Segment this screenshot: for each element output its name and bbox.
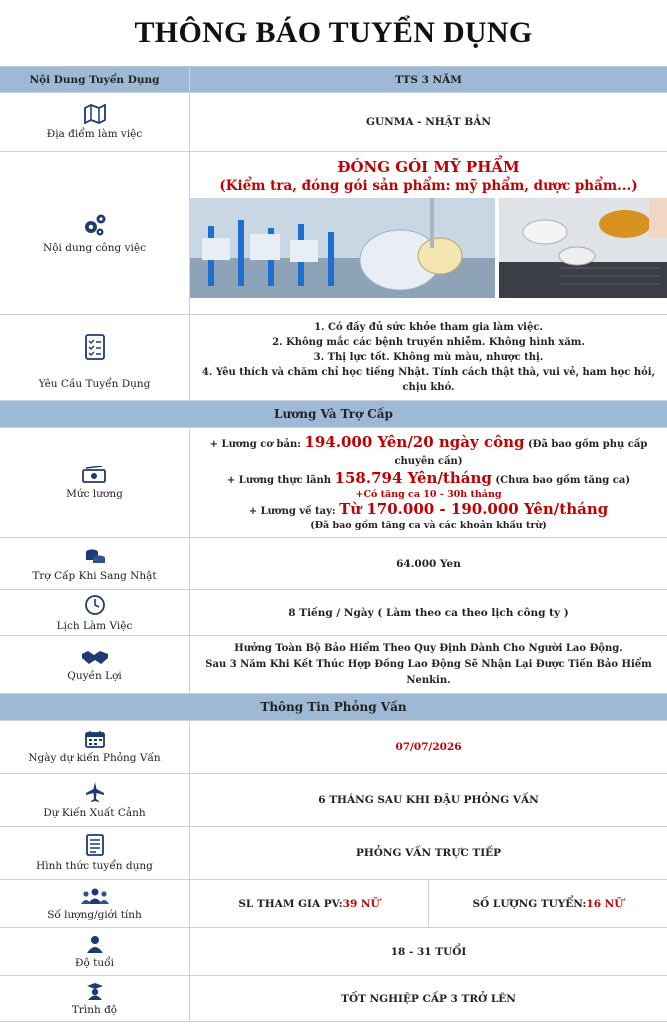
money-icon bbox=[82, 466, 108, 484]
job-photos bbox=[190, 198, 667, 298]
row-interview-date bbox=[0, 721, 667, 774]
quantity-hire-value: 16 NỮ bbox=[586, 897, 624, 910]
quantity-hire bbox=[429, 880, 667, 927]
header-value: TTS 3 NĂM bbox=[395, 73, 462, 86]
location-value: GUNMA - NHẬT BẢN bbox=[366, 116, 491, 128]
map-icon bbox=[84, 104, 106, 124]
calendar-icon bbox=[85, 730, 105, 748]
person-icon bbox=[86, 935, 104, 953]
schedule-value: 8 Tiếng / Ngày ( Làm theo ca theo lịch công ty ) bbox=[288, 606, 569, 619]
salary-home-line bbox=[249, 501, 608, 520]
salary-base-prefix: + Lương cơ bản: bbox=[209, 438, 305, 450]
departure-label: Dự Kiến Xuất Cảnh bbox=[43, 807, 146, 819]
page-title: THÔNG BÁO TUYỂN DỤNG bbox=[134, 16, 533, 49]
quantity-split bbox=[190, 880, 667, 927]
row-benefits bbox=[0, 636, 667, 694]
gears-icon bbox=[82, 212, 108, 238]
salary-base-note: (Đã bao gồm phụ cấp chuyên cần) bbox=[394, 438, 648, 467]
row-quantity bbox=[0, 880, 667, 928]
salary-base-value: 194.000 Yên/20 ngày công bbox=[304, 432, 525, 451]
education-value: TỐT NGHIỆP CẤP 3 TRỞ LÊN bbox=[341, 992, 516, 1005]
graduate-icon bbox=[86, 982, 104, 1000]
requirement-line: 1. Có đầy đủ sức khỏe tham gia làm việc. bbox=[314, 322, 543, 333]
row-schedule bbox=[0, 590, 667, 636]
allowance-label: Trợ Cấp Khi Sang Nhật bbox=[32, 569, 157, 582]
format-label: Hình thức tuyển dụng bbox=[36, 860, 153, 872]
salary-net-note: (Chưa bao gồm tăng ca) bbox=[491, 474, 631, 486]
section-interview-band: Thông Tin Phỏng Vấn bbox=[0, 694, 667, 721]
row-allowance bbox=[0, 538, 667, 590]
education-label: Trình độ bbox=[71, 1003, 118, 1016]
salary-net-line bbox=[227, 470, 630, 489]
requirement-line: 4. Yêu thích và chăm chỉ học tiếng Nhật. Tính cách thật thà, vui vẻ, ham học hỏi, chịu khó. bbox=[201, 367, 656, 393]
row-format bbox=[0, 827, 667, 880]
quantity-join-label: SL THAM GIA PV: bbox=[238, 897, 343, 910]
interview-date-value: 07/07/2026 bbox=[395, 741, 462, 753]
requirement-line: 3. Thị lực tốt. Không mù màu, nhược thị. bbox=[313, 352, 544, 363]
group-icon bbox=[81, 887, 109, 905]
clock-icon bbox=[84, 594, 106, 616]
row-age bbox=[0, 928, 667, 976]
row-requirements bbox=[0, 315, 667, 401]
row-job bbox=[0, 152, 667, 315]
lab-photo bbox=[499, 198, 667, 298]
checklist-icon bbox=[85, 334, 105, 360]
quantity-join-value: 39 NỮ bbox=[342, 897, 380, 910]
section-salary-band: Lương Và Trợ Cấp bbox=[0, 401, 667, 428]
notice-table bbox=[0, 66, 667, 1022]
row-departure bbox=[0, 774, 667, 827]
header-row bbox=[0, 67, 667, 93]
factory-photo bbox=[190, 198, 495, 298]
age-value: 18 - 31 TUỔI bbox=[390, 945, 467, 958]
row-salary bbox=[0, 428, 667, 538]
quantity-hire-label: SỐ LƯỢNG TUYỂN: bbox=[472, 897, 587, 910]
benefit-line: Sau 3 Năm Khi Kết Thúc Hợp Đồng Lao Động Sẽ Nhận Lại Được Tiền Bảo Hiểm Nenkin. bbox=[205, 658, 652, 686]
salary-net-value: 158.794 Yên/tháng bbox=[334, 468, 492, 487]
job-title: ĐÓNG GÓI MỸ PHẨM bbox=[337, 158, 520, 176]
interview-date-label: Ngày dự kiến Phỏng Vấn bbox=[28, 752, 161, 764]
coins-icon bbox=[84, 546, 106, 566]
salary-label: Mức lương bbox=[66, 487, 123, 500]
salary-net-prefix: + Lương thực lãnh bbox=[226, 474, 335, 486]
row-location bbox=[0, 93, 667, 152]
salary-home-note: (Đã bao gồm tăng ca và các khoản khấu trừ) bbox=[310, 519, 547, 531]
salary-overtime: +Có tăng ca 10 - 30h tháng bbox=[355, 488, 502, 500]
benefits-label: Quyền Lợi bbox=[67, 669, 122, 682]
job-subtitle: (Kiểm tra, đóng gói sản phẩm: mỹ phẩm, dược phẩm...) bbox=[219, 178, 638, 194]
salary-home-value: Từ 170.000 - 190.000 Yên/tháng bbox=[339, 499, 609, 518]
list-icon bbox=[86, 834, 104, 856]
requirement-line: 2. Không mắc các bệnh truyền nhiễm. Không hình xăm. bbox=[272, 337, 585, 348]
age-label: Độ tuổi bbox=[75, 956, 114, 969]
schedule-label: Lịch Làm Việc bbox=[56, 619, 133, 632]
location-label: Địa điểm làm việc bbox=[46, 128, 143, 140]
format-value: PHỎNG VẤN TRỰC TIẾP bbox=[355, 847, 502, 859]
quantity-label: Số lượng/giới tính bbox=[47, 908, 142, 921]
airplane-icon bbox=[85, 781, 105, 803]
allowance-value: 64.000 Yen bbox=[396, 557, 461, 570]
header-label: Nội Dung Tuyển Dụng bbox=[0, 67, 190, 92]
departure-value: 6 THÁNG SAU KHI ĐẬU PHỎNG VẤN bbox=[318, 794, 539, 806]
salary-base-line bbox=[190, 434, 667, 470]
job-label: Nội dung công việc bbox=[43, 242, 146, 254]
requirements-label: Yêu Cầu Tuyển Dụng bbox=[38, 378, 151, 390]
quantity-join bbox=[190, 880, 429, 927]
row-education bbox=[0, 976, 667, 1022]
salary-home-prefix: + Lương về tay: bbox=[248, 505, 340, 517]
benefit-line: Hưởng Toàn Bộ Bảo Hiểm Theo Quy Định Dành Cho Người Lao Động. bbox=[234, 642, 623, 654]
handshake-icon bbox=[81, 648, 109, 666]
